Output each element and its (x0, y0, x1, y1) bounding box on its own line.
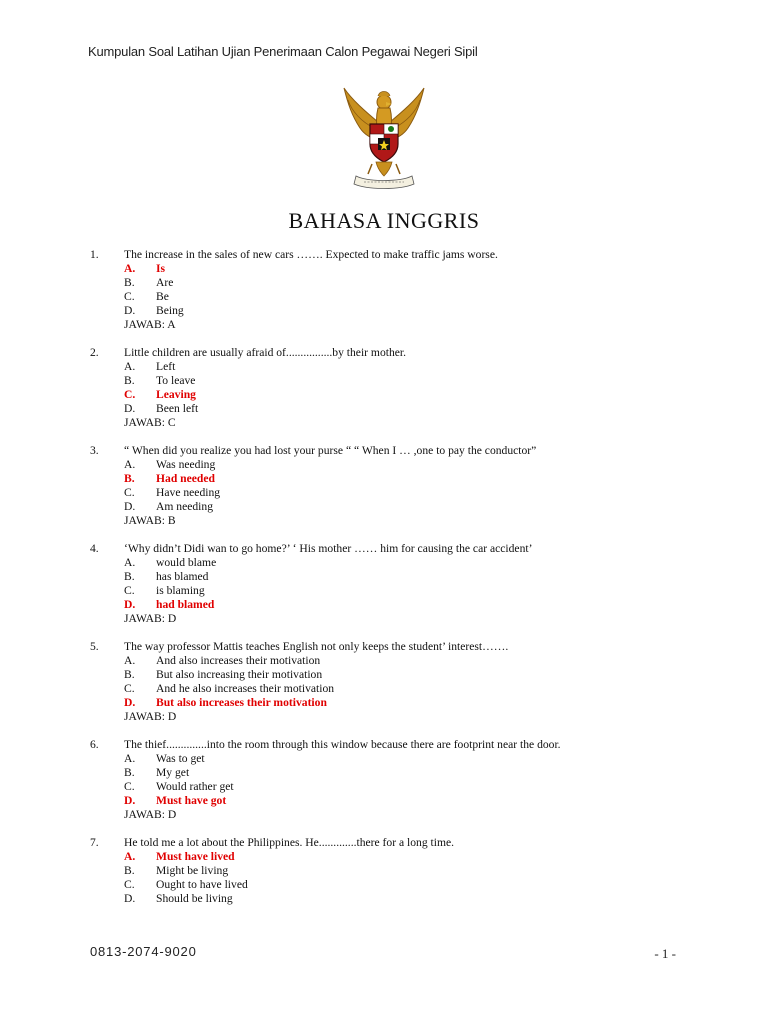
option-text: Might be living (156, 864, 229, 877)
option (124, 682, 730, 696)
question-number: 2. (90, 346, 99, 359)
option (124, 500, 730, 514)
option-text: Must have got (156, 794, 227, 807)
question-item (90, 346, 730, 430)
option (124, 780, 730, 794)
question-text: The way professor Mattis teaches English not only keeps the student’ interest……. (124, 640, 509, 653)
question-row (90, 444, 730, 458)
option-letter: C. (124, 486, 135, 499)
option-text: My get (156, 766, 190, 779)
option-letter: D. (124, 892, 136, 905)
option-letter: D. (124, 500, 136, 513)
option-text: But also increasing their motivation (156, 668, 323, 681)
page-header: Kumpulan Soal Latihan Ujian Penerimaan Calon Pegawai Negeri Sipil (88, 44, 478, 59)
option (124, 402, 730, 416)
option-letter: D. (124, 794, 136, 807)
question-number: 4. (90, 542, 99, 555)
answer-key: JAWAB: D (124, 808, 177, 821)
option (124, 584, 730, 598)
option-text: Have needing (156, 486, 221, 499)
question-item (90, 738, 730, 822)
option (124, 360, 730, 374)
question-item (90, 542, 730, 626)
option (124, 752, 730, 766)
question-number: 7. (90, 836, 99, 849)
question-row (90, 346, 730, 360)
garuda-emblem-icon (338, 82, 430, 192)
option-text: is blaming (156, 584, 205, 597)
option-correct (124, 262, 730, 276)
option-text: And he also increases their motivation (156, 682, 335, 695)
option-text: had blamed (156, 598, 215, 611)
option (124, 892, 730, 906)
question-list (90, 248, 730, 920)
answer-key: JAWAB: B (124, 514, 176, 527)
option (124, 486, 730, 500)
option-correct (124, 794, 730, 808)
question-text: ‘Why didn’t Didi wan to go home?’ ‘ His mother …… him for causing the car accident’ (124, 542, 533, 555)
option-letter: A. (124, 458, 136, 471)
option-letter: D. (124, 696, 136, 709)
option (124, 668, 730, 682)
option-text: Would rather get (156, 780, 234, 793)
option-letter: B. (124, 864, 135, 877)
answer-key: JAWAB: D (124, 612, 177, 625)
option (124, 458, 730, 472)
question-row (90, 836, 730, 850)
option (124, 290, 730, 304)
question-number: 5. (90, 640, 99, 653)
option-text: Must have lived (156, 850, 235, 863)
question-text: Little children are usually afraid of................by their mother. (124, 346, 407, 359)
option-text: Left (156, 360, 176, 373)
option (124, 570, 730, 584)
option-text: Be (156, 290, 169, 303)
option-text: Is (156, 262, 166, 275)
option-letter: C. (124, 682, 135, 695)
option-text: has blamed (156, 570, 209, 583)
option-correct (124, 598, 730, 612)
option-text: would blame (156, 556, 217, 569)
option-text: Was needing (156, 458, 216, 471)
option (124, 304, 730, 318)
option-letter: B. (124, 668, 135, 681)
option-correct (124, 850, 730, 864)
option (124, 276, 730, 290)
option-letter: A. (124, 360, 136, 373)
option-text: And also increases their motivation (156, 654, 321, 667)
option (124, 374, 730, 388)
option-text: Was to get (156, 752, 205, 765)
option-correct (124, 696, 730, 710)
option-text: Am needing (156, 500, 213, 513)
option (124, 654, 730, 668)
option-letter: B. (124, 374, 135, 387)
option-letter: B. (124, 472, 135, 485)
question-number: 1. (90, 248, 99, 261)
option-text: To leave (156, 374, 196, 387)
question-item (90, 640, 730, 724)
footer-phone: 0813-2074-9020 (90, 944, 197, 959)
option-letter: A. (124, 262, 136, 275)
question-item (90, 836, 730, 906)
answer-key: JAWAB: C (124, 416, 176, 429)
option-correct (124, 388, 730, 402)
option-letter: C. (124, 878, 135, 891)
option (124, 878, 730, 892)
option-letter: C. (124, 780, 135, 793)
option-text: Should be living (156, 892, 233, 905)
option-text: Ought to have lived (156, 878, 248, 891)
option-letter: B. (124, 766, 135, 779)
option-letter: A. (124, 752, 136, 765)
option-letter: C. (124, 388, 136, 401)
option-letter: C. (124, 290, 135, 303)
question-row (90, 248, 730, 262)
option-text: Being (156, 304, 184, 317)
option-text: Are (156, 276, 174, 289)
page-title: BAHASA INGGRIS (288, 208, 480, 233)
page-number: - 1 - (654, 946, 676, 961)
option-letter: D. (124, 304, 136, 317)
option-letter: C. (124, 584, 135, 597)
option-letter: D. (124, 598, 136, 611)
option (124, 556, 730, 570)
option-text: Leaving (156, 388, 196, 401)
option-letter: A. (124, 850, 136, 863)
option-letter: A. (124, 556, 136, 569)
answer-key: JAWAB: D (124, 710, 177, 723)
option-correct (124, 472, 730, 486)
question-text: “ When did you realize you had lost your purse “ “ When I … ,one to pay the conductor” (124, 444, 537, 457)
option-letter: B. (124, 276, 135, 289)
question-number: 6. (90, 738, 99, 751)
option-letter: D. (124, 402, 136, 415)
option-text: Been left (156, 402, 199, 415)
question-row (90, 640, 730, 654)
option (124, 864, 730, 878)
question-number: 3. (90, 444, 99, 457)
option (124, 766, 730, 780)
option-letter: A. (124, 654, 136, 667)
question-text: The increase in the sales of new cars ……. Expected to make traffic jams worse. (124, 248, 498, 261)
question-row (90, 542, 730, 556)
option-letter: B. (124, 570, 135, 583)
question-item (90, 248, 730, 332)
question-text: The thief..............into the room through this window because there are footprint near the door. (124, 738, 561, 751)
option-text: Had needed (156, 472, 215, 485)
option-text: But also increases their motivation (156, 696, 327, 709)
question-row (90, 738, 730, 752)
question-item (90, 444, 730, 528)
question-text: He told me a lot about the Philippines. He.............there for a long time. (124, 836, 455, 849)
answer-key: JAWAB: A (124, 318, 176, 331)
